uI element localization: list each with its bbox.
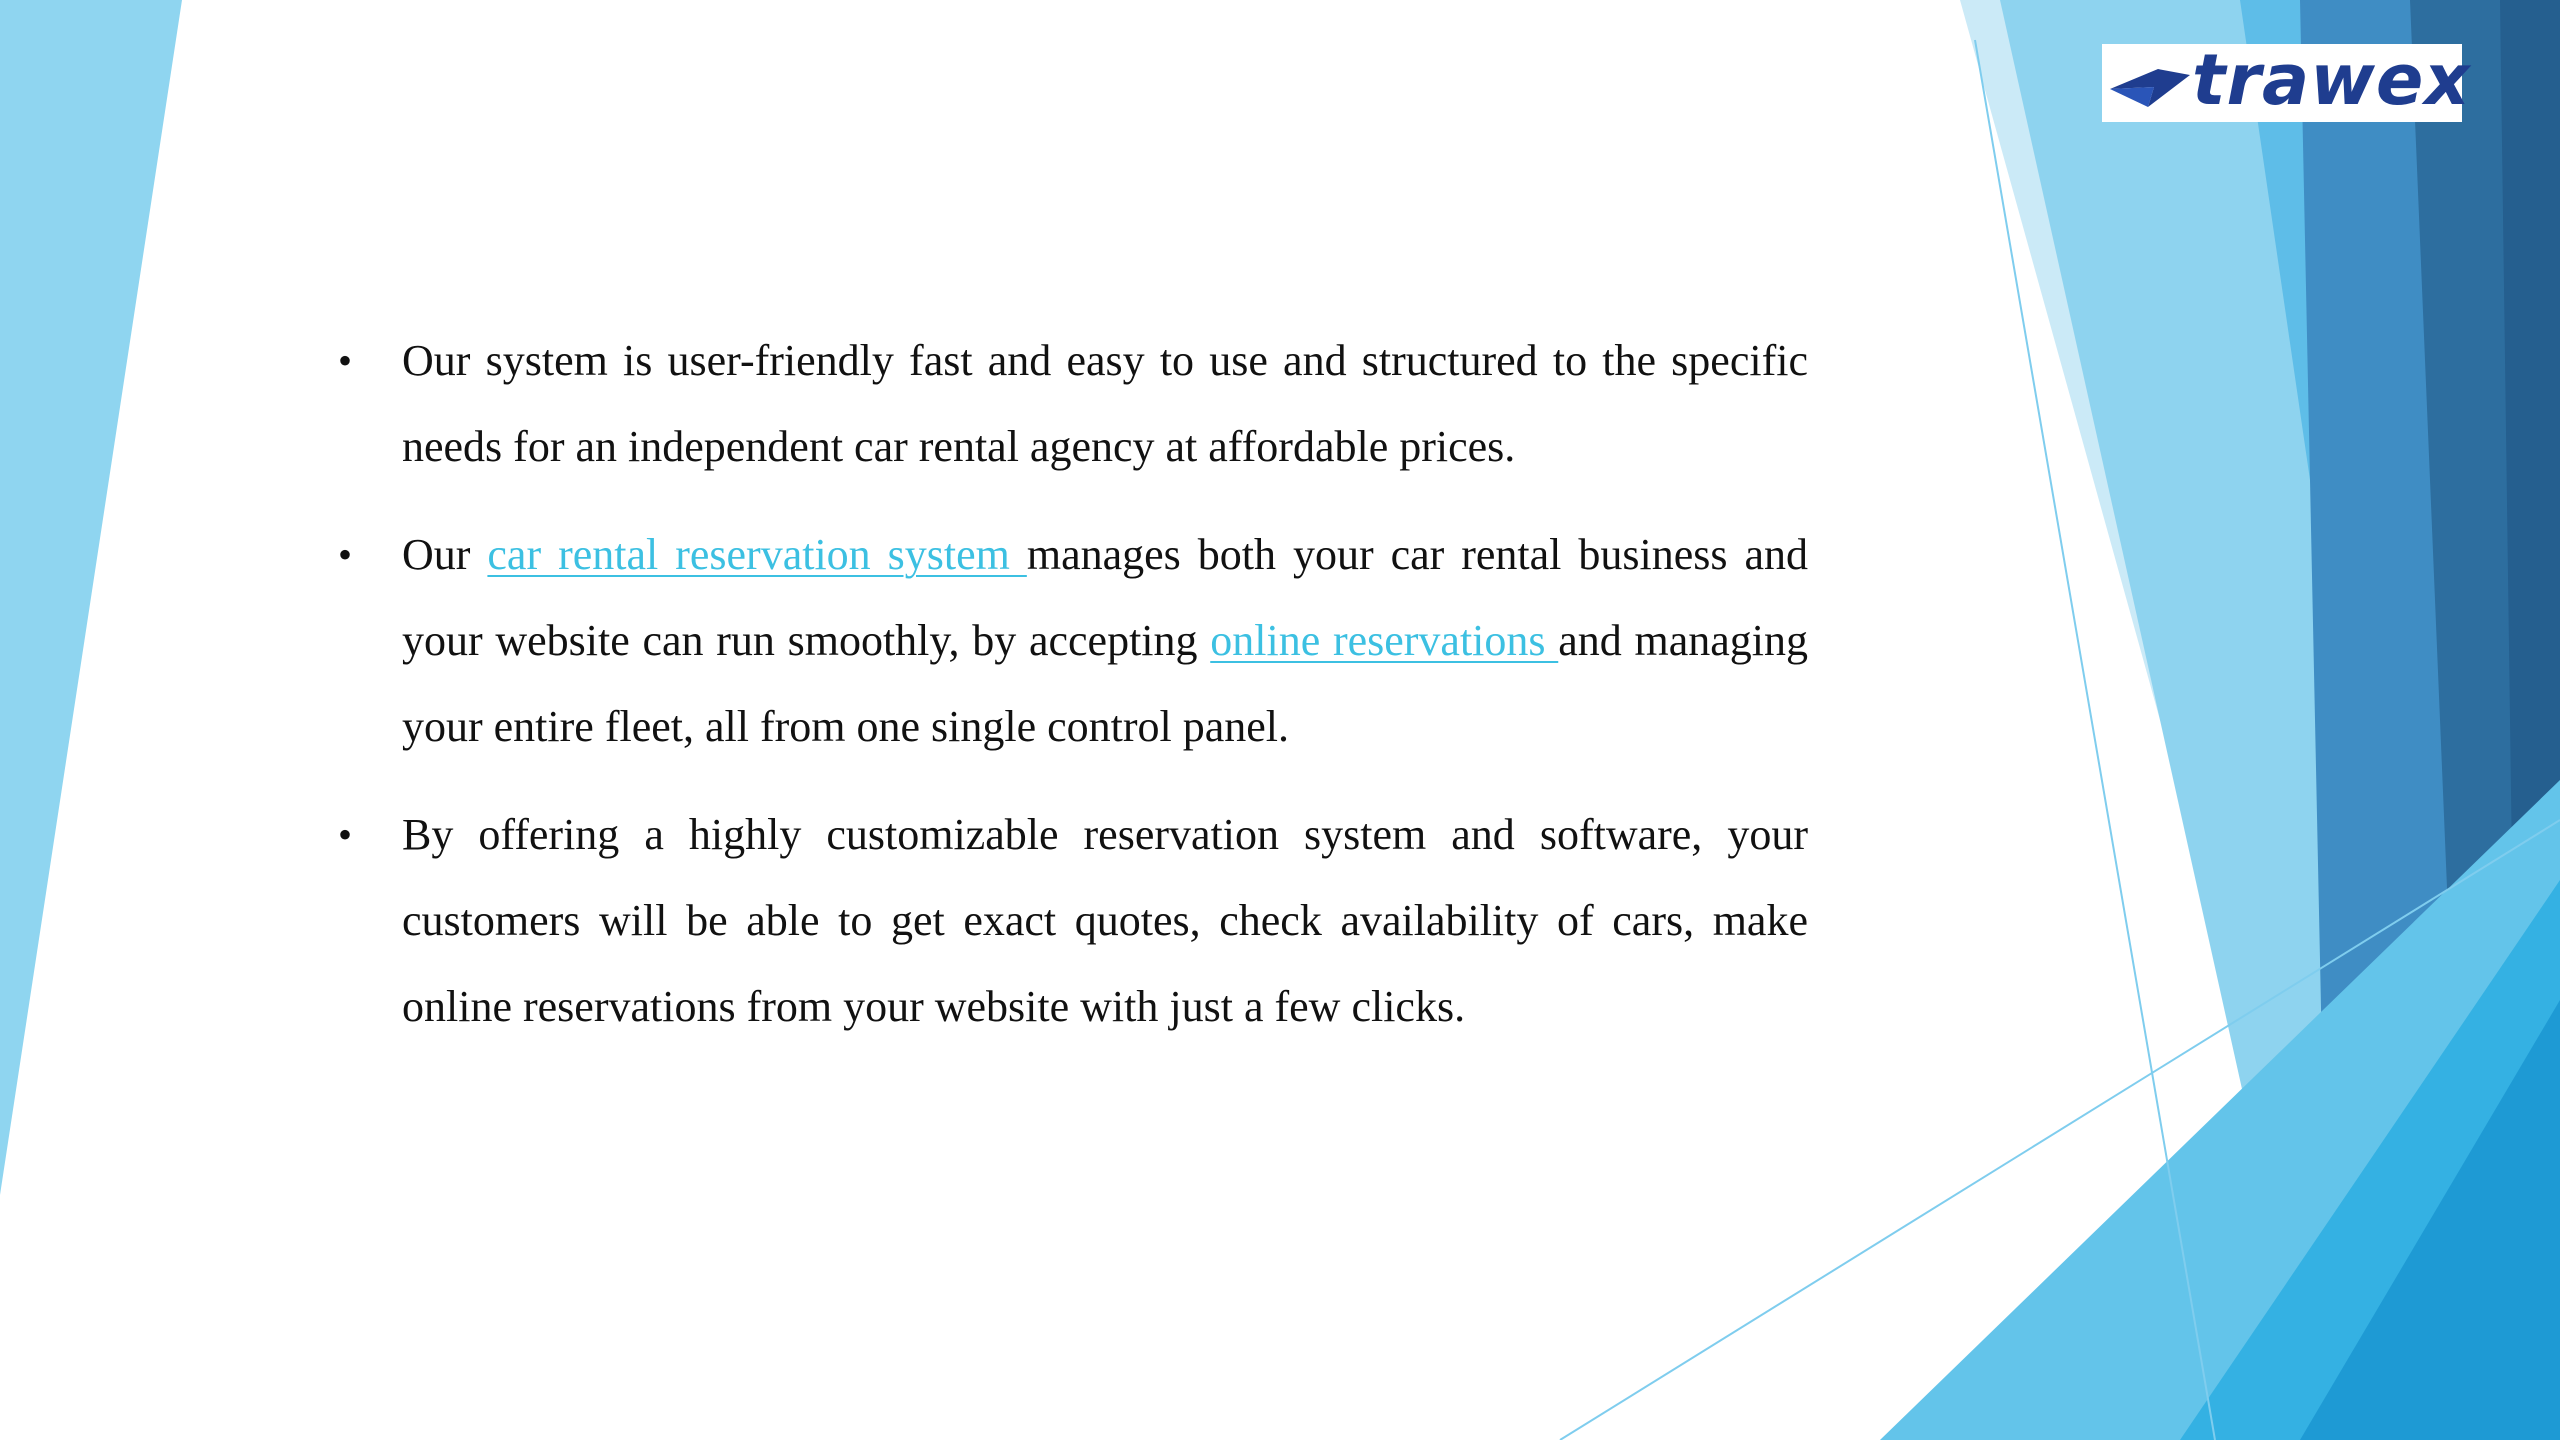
bullet-list — [338, 318, 1808, 1072]
trawex-logo — [2102, 39, 2471, 122]
bullet-text: By offering a highly customizable reservation system and software, your customers will be able to get exact quotes, check availability of cars, make online reservations from your website with just a few clicks. — [402, 810, 1808, 1031]
bullet-text: Our — [402, 530, 488, 579]
text-link[interactable]: car rental reservation system — [487, 530, 1027, 579]
left-accent-shape — [0, 0, 182, 1195]
text-link[interactable]: online reservations — [1210, 616, 1559, 665]
bullet-item — [338, 512, 1808, 770]
bullet-text: and managing your entire fleet, all from one single control panel. — [402, 616, 1808, 751]
logo-text: trawex — [2192, 39, 2471, 121]
bullet-item — [338, 792, 1808, 1050]
bullet-text: manages both your car rental business and your website can run smoothly, by accepting — [402, 530, 1808, 665]
bullet-text: Our system is user-friendly fast and easy to use and structured to the specific needs for an independent car rental agency at affordable prices. — [402, 336, 1808, 471]
bullet-item — [338, 318, 1808, 490]
logo-arrow-icon — [2108, 55, 2192, 111]
